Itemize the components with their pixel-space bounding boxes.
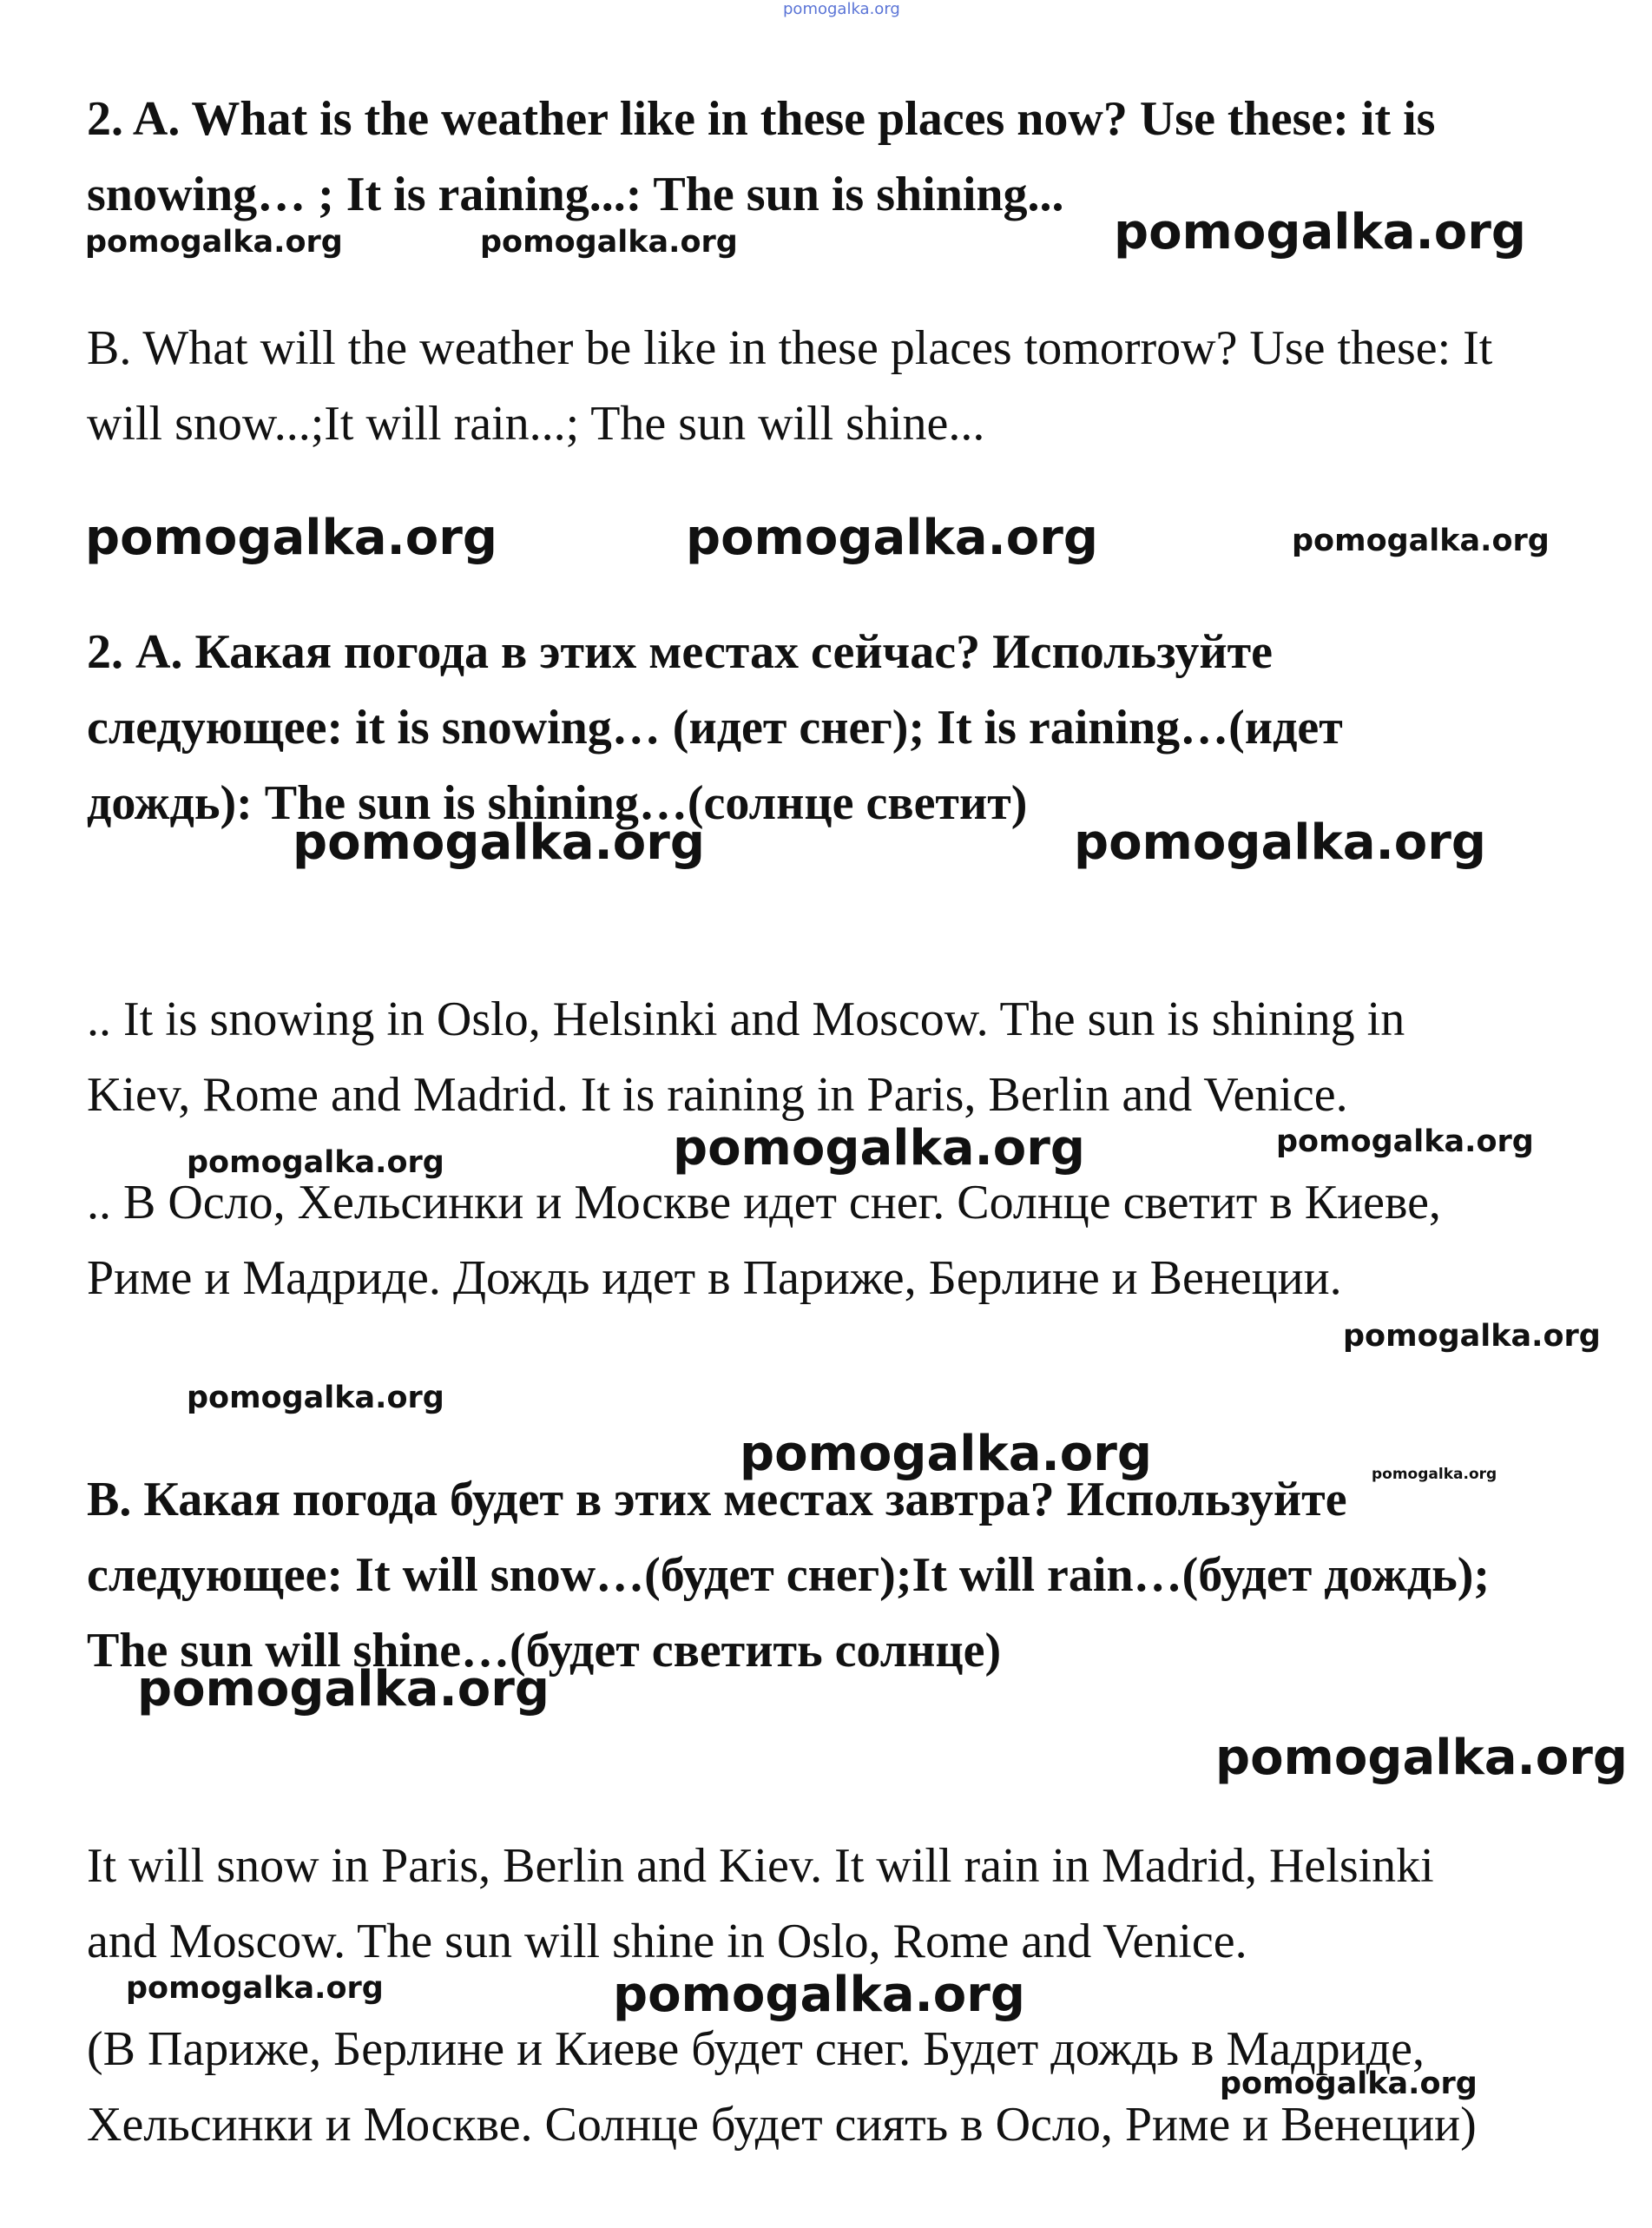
- task-a-russian: [87, 615, 1580, 841]
- watermark: pomogalka.org: [187, 1381, 444, 1415]
- watermark: pomogalka.org: [85, 510, 497, 566]
- watermark: pomogalka.org: [673, 1120, 1085, 1177]
- watermark: pomogalka.org: [1372, 1466, 1497, 1483]
- text-line: (В Париже, Берлине и Киеве будет снег. Будет дождь в Мадриде,: [87, 2022, 1425, 2076]
- text-line: 2. А. Какая погода в этих местах сейчас? Используйте: [87, 625, 1274, 679]
- text-line: 2. A. What is the weather like in these places now? Use these: it is: [87, 92, 1436, 146]
- watermark: pomogalka.org: [1220, 2067, 1478, 2101]
- watermark: pomogalka.org: [187, 1145, 444, 1180]
- watermark: pomogalka.org: [1276, 1124, 1534, 1159]
- watermark: pomogalka.org: [613, 1967, 1025, 2023]
- text-line: The sun will shine…(будет светить солнце): [87, 1624, 1002, 1678]
- text-line: B. What will the weather be like in these places tomorrow? Use these: It: [87, 321, 1493, 375]
- answer-a-english: [87, 982, 1580, 1133]
- text-line: .. It is snowing in Oslo, Helsinki and Moscow. The sun is shining in: [87, 992, 1405, 1046]
- watermark: pomogalka.org: [783, 0, 900, 18]
- watermark: pomogalka.org: [1343, 1319, 1601, 1354]
- text-line: and Moscow. The sun will shine in Oslo, Rome and Venice.: [87, 1915, 1247, 1968]
- task-b-english: [87, 311, 1580, 462]
- text-line: Kiev, Rome and Madrid. It is raining in Paris, Berlin and Venice.: [87, 1068, 1348, 1122]
- text-line: Риме и Мадриде. Дождь идет в Париже, Берлине и Венеции.: [87, 1251, 1342, 1305]
- text-line: дождь): The sun is shining…(солнце светит): [87, 776, 1028, 830]
- watermark: pomogalka.org: [686, 510, 1098, 566]
- text-line: следующее: It will snow…(будет снег);It will rain…(будет дождь);: [87, 1548, 1491, 1602]
- answer-b-english: [87, 1829, 1580, 1980]
- text-line: Хельсинки и Москве. Солнце будет сиять в Осло, Риме и Венеции): [87, 2098, 1477, 2152]
- answer-a-russian: [87, 1165, 1580, 1316]
- text-line: следующее: it is snowing… (идет снег); It is raining…(идет: [87, 701, 1343, 755]
- watermark: pomogalka.org: [1292, 524, 1550, 558]
- text-line: B. Какая погода будет в этих местах завтра? Используйте: [87, 1473, 1347, 1526]
- watermark: pomogalka.org: [740, 1426, 1152, 1482]
- text-line: will snow...;It will rain...; The sun will shine...: [87, 397, 985, 451]
- watermark: pomogalka.org: [1215, 1730, 1628, 1786]
- watermark: pomogalka.org: [480, 225, 738, 260]
- watermark: pomogalka.org: [1074, 814, 1486, 871]
- watermark: pomogalka.org: [1114, 204, 1526, 260]
- text-line: It will snow in Paris, Berlin and Kiev. It will rain in Madrid, Helsinki: [87, 1839, 1434, 1893]
- task-b-russian: [87, 1462, 1580, 1689]
- watermark: pomogalka.org: [137, 1661, 550, 1717]
- watermark: pomogalka.org: [293, 814, 705, 871]
- watermark: pomogalka.org: [126, 1971, 384, 2006]
- text-line: snowing… ; It is raining...: The sun is shining...: [87, 168, 1064, 221]
- watermark: pomogalka.org: [85, 225, 343, 260]
- text-line: .. В Осло, Хельсинки и Москве идет снег. Солнце светит в Киеве,: [87, 1176, 1441, 1229]
